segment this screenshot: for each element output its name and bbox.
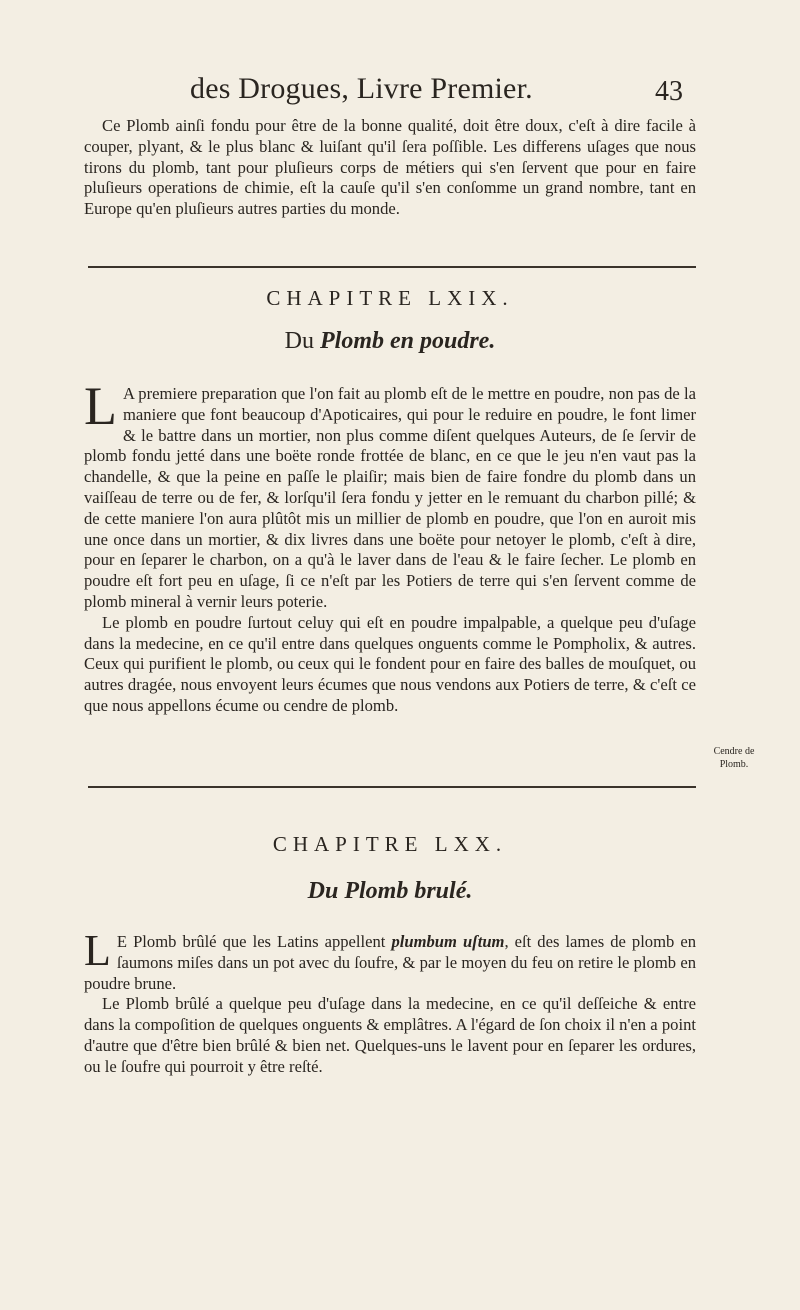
margin-note (703, 745, 765, 771)
page-number: 43 (655, 76, 683, 107)
chapter-69-subtitle-rest: Plomb en poudre. (320, 328, 496, 354)
chapter-69-paragraph-1 (84, 376, 696, 613)
latin-term: plumbum uſtum (391, 932, 505, 951)
chapter-69-subtitle-prefix: Du (284, 328, 314, 354)
chapter-70-subtitle: Du Plomb brulé. (307, 878, 473, 904)
chapter-70-dropcap: L (84, 926, 111, 975)
chapter-69-subtitle (84, 328, 696, 355)
chapter-70-heading: CHAPITRE LXX. (272, 832, 508, 856)
margin-note-line-1: Cendre de (713, 746, 755, 757)
chapter-69-heading: CHAPITRE LXIX. (266, 286, 514, 310)
chapter-69-body (84, 376, 696, 717)
chapter-70-body (84, 926, 697, 1078)
margin-note-line-2: Plomb. (719, 759, 749, 770)
section-divider-1 (88, 266, 696, 268)
chapter-70-paragraph-1-b: , eſt des lames de plomb en ſaumons miſes dans un pot avec du ſoufre, & par le moyen du feu on retire le plomb en poudre brune. (84, 932, 697, 993)
chapter-70-paragraph-1-a: E Plomb brûlé que les Latins appellent (116, 932, 392, 951)
section-divider-2 (88, 786, 696, 788)
chapter-70-paragraph-2: Le Plomb brûlé a quelque peu d'uſage dans la medecine, en ce qu'il deſſeiche & entre dans la compoſition de quelques onguents & emplâtres. A l'égard de ſon choix il n'en a point d'autre que d'être bien brûlé & bien net. Quelques-uns le lavent pour en ſeparer les ordures, ou le ſoufre qui pourroit y être reſté. (84, 994, 696, 1076)
chapter-70-paragraph-1 (84, 926, 697, 994)
chapter-69-paragraph-1-text: A premiere preparation que l'on fait au plomb eſt de le mettre en poudre, non pas de la maniere que font beaucoup d'Apoticaires, qui pour le reduire en poudre, le font limer & le battre dans un mortier, non plus comme diſent quelques Auteurs, de ſe ſervir de plomb fondu jetté dans une boëte ronde frottée de blanc, en ce que le jeu n'en vaut pas la chandelle, & que la peine en paſſe le plaiſir; mais bien de faire fondre du plomb dans un vaiſſeau de terre ou de fer, & lorſqu'il ſera fondu y jetter en le remuant du charbon pillé; & de cette maniere l'on aura plûtôt mis un millier de plomb en poudre, que l'on en auroit mis une once dans un mortier, & dix livres dans une boëte pour netoyer le plomb, c'eſt à dire, pour en ſeparer le charbon, on a qu'à le laver dans de l'eau & le faire ſecher. Le plomb en poudre eſt fort peu en uſage, ſi ce n'eſt par les Potiers de terre qui s'en ſervent comme de plomb mineral à vernir leurs poterie. (84, 384, 696, 611)
chapter-69-paragraph-2: Le plomb en poudre ſurtout celuy qui eſt en poudre impalpable, a quelque peu d'uſage dans la medecine, en ce qu'il entre dans quelques onguents comme le Pompholix, & autres. Ceux qui purifient le plomb, ou ceux qui le fondent pour en faire des balles de mouſquet, ou autres dragée, nous envoyent leurs écumes que nous vendons aux Potiers de terre, & c'eſt ce que nous appellons écume ou cendre de plomb. (84, 612, 696, 715)
intro-text: Ce Plomb ainſi fondu pour être de la bonne qualité, doit être doux, c'eſt à dire facile à couper, plyant, & le plus blanc & luiſant qu'il ſera poſſible. Les differens uſages que nous tirons du plomb, tant pour pluſieurs corps de métiers qui s'en ſervent que pour en faire pluſieurs operations de chimie, eſt la cauſe qu'il s'en conſomme un grand nombre, tant en Europe qu'en pluſieurs autres parties du monde. (84, 116, 696, 219)
intro-paragraph (84, 116, 696, 220)
chapter-69-dropcap: L (84, 376, 117, 436)
running-title: des Drogues, Livre Premier. (190, 72, 533, 105)
